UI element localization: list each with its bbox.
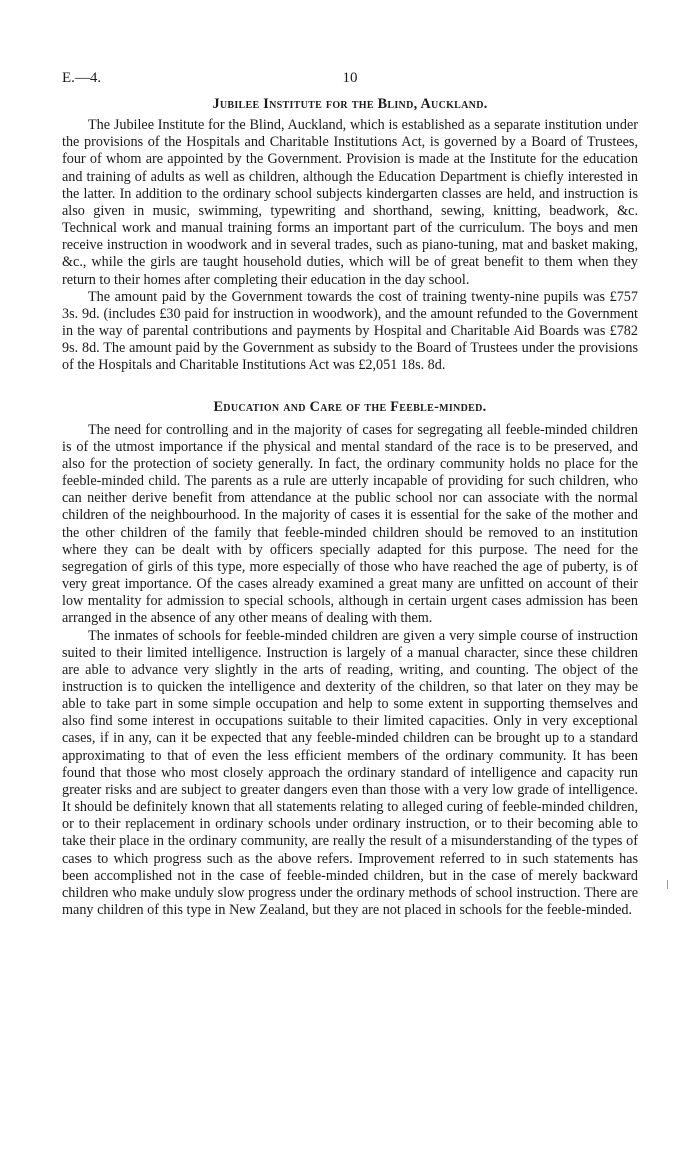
paragraph: The Jubilee Institute for the Blind, Auckland, which is established as a separate institution under the provisions of the Hospitals and Charitable Institutions Act, is governed by a Board of Trustees, four of whom are appointed by the Government. Provision is made at the Institute for the education and training of adults as well as children, although the Education Department is chiefly interested in the latter. In addition to the ordinary school subjects kindergarten classes are held, and instruction is also given in music, swimming, typewriting and shorthand, sewing, knitting, beadwork, &c. Technical work and manual training forms an important part of the curriculum. The boys and men receive instruction in woodwork and in several trades, such as piano-tuning, mat and basket making, &c., while the girls are taught household duties, which will be of great benefit to them when they return to their homes after completing their education in the day school. [62, 117, 638, 288]
section-feeble-minded [62, 399, 638, 920]
paragraph: The need for controlling and in the majority of cases for segregating all feeble-minded children is of the utmost importance if the physical and mental standard of the race is to be preserved, and also for the protection of society generally. In fact, the ordinary community holds no place for the feeble-minded child. The parents as a rule are utterly incapable of providing for such children, who can neither derive benefit from attendance at the public school nor can associate with the normal children of the neighbourhood. In the majority of cases it is essential for the sake of the mother and the other children of the family that feeble-minded children should be removed to an institution where they can be dealt with by officers specially adapted for this purpose. The need for the segregation of girls of this type, more especially of those who have reached the age of puberty, is of very great importance. Of the cases already examined a great many are unfitted on account of their low mentality for admission to special schools, although in certain urgent cases admission has been arranged in the absence of any other means of dealing with them. [62, 421, 638, 627]
page-number: 10 [342, 70, 358, 86]
paragraph: The inmates of schools for feeble-minded children are given a very simple course of instruction suited to their limited intelligence. Instruction is largely of a manual character, since these children are able to advance very slightly in the arts of reading, writing, and counting. The object of the instruction is to quicken the intelligence and dexterity of the children, so that later on they may be able to take part in some simple occupation and help to some extent in supporting themselves and also find some interest in occupations suitable to their limited capacities. Only in very exceptional cases, if in any, can it be expected that any feeble-minded children can be brought up to a standard approximating to that of even the less efficient members of the ordinary community. It has been found that those who most closely approach the ordinary standard of intelligence and capacity run greater risks and are subject to greater dangers even than those with a very low grade of intelligence. It should be definitely known that all statements relating to alleged curing of feeble-minded children, or to their replacement in ordinary schools under ordinary instruction, or to their becoming able to take their place in the ordinary community, are really the result of a misunderstanding of the types of cases to which progress such as the above refers. Improvement referred to in such statements has been accomplished not in the case of feeble-minded children, but in the case of merely backward children who make unduly slow progress under the ordinary methods of school instruction. There are many children of this type in New Zealand, but they are not placed in schools for the feeble-minded. [62, 627, 638, 919]
section-title: Jubilee Institute for the Blind, Auckland. [212, 96, 488, 112]
running-header [62, 68, 638, 88]
section-blind-institute [62, 96, 638, 375]
document-body [62, 96, 638, 919]
document-reference: E.—4. [62, 70, 102, 86]
paragraph: The amount paid by the Government towards the cost of training twenty-nine pupils was £757 3s. 9d. (includes £30 paid for instruction in woodwork), and the amount refunded to the Government in the way of parental contributions and payments by Hospital and Charitable Aid Boards was £782 9s. 8d. The amount paid by the Government as subsidy to the Board of Trustees under the provisions of the Hospitals and Charitable Institutions Act was £2,051 18s. 8d. [62, 288, 638, 374]
margin-mark [667, 880, 668, 889]
section-title: Education and Care of the Feeble-minded. [213, 398, 487, 415]
